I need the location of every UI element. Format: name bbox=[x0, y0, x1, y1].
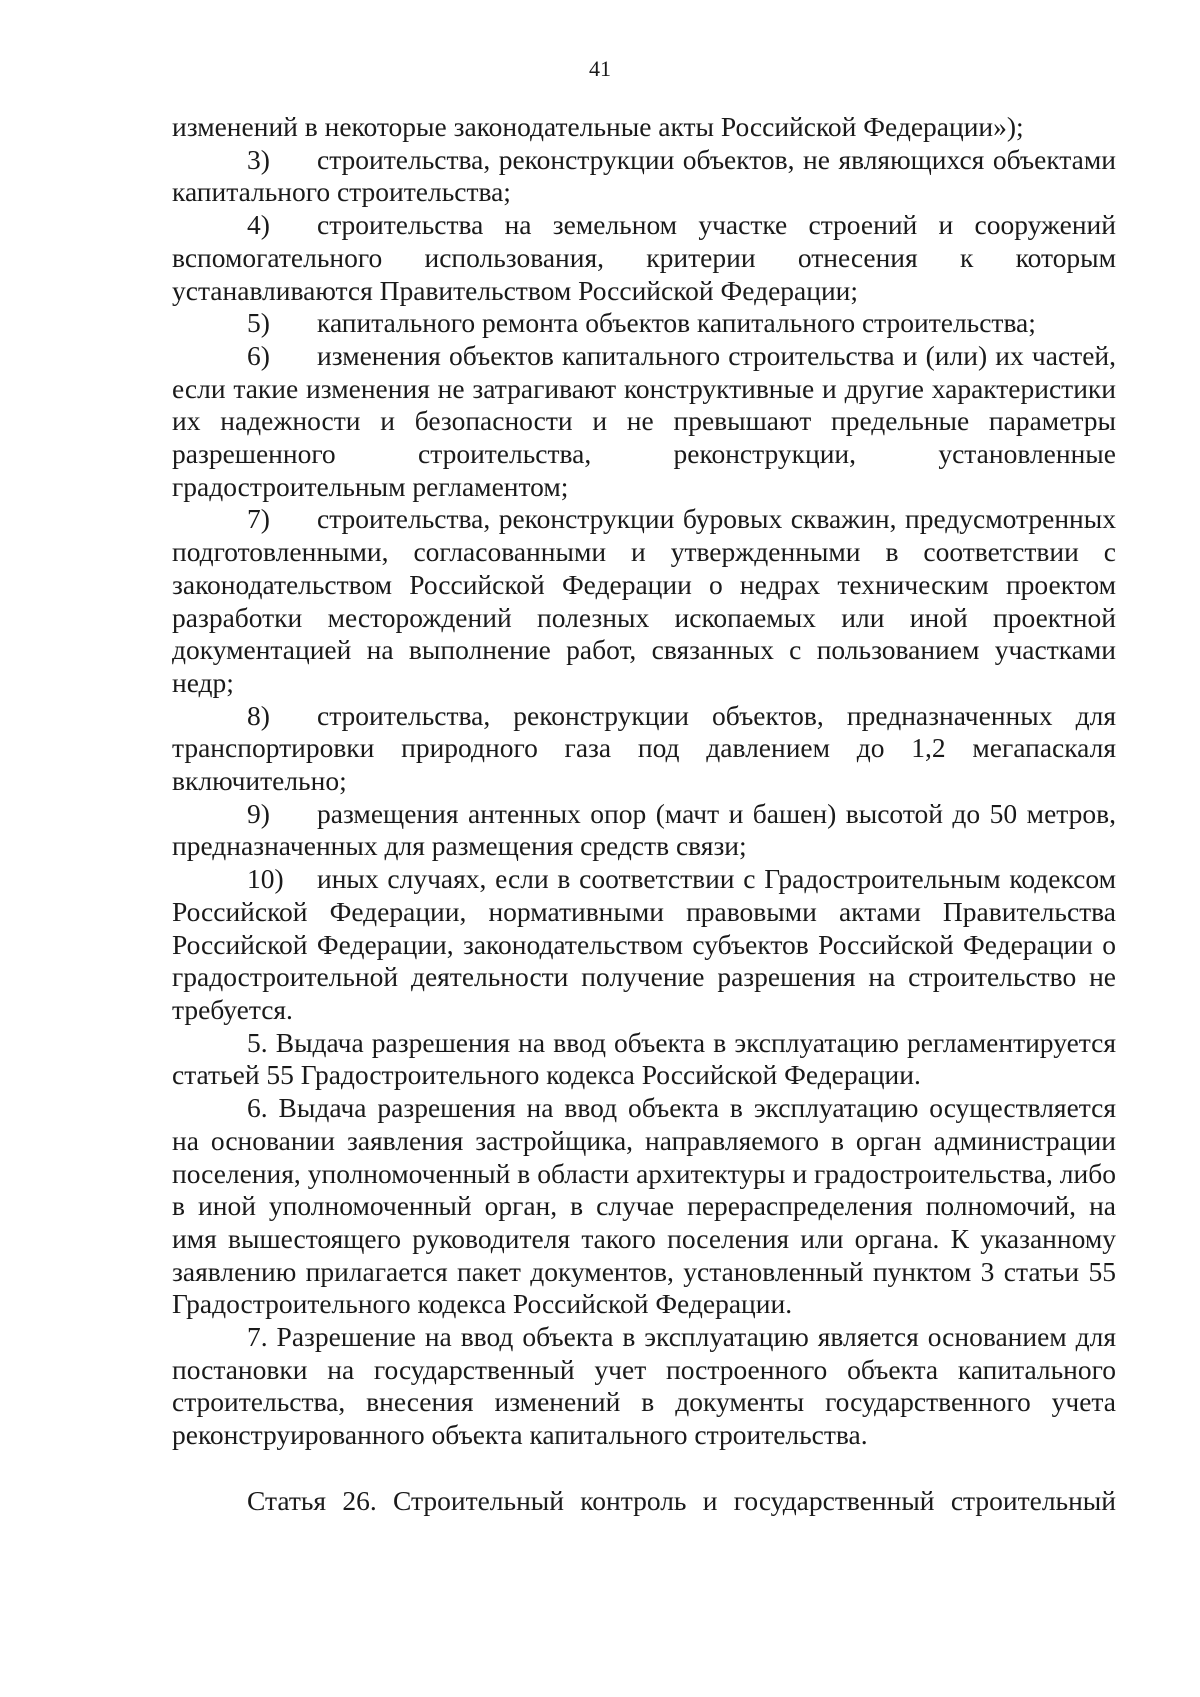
list-item-text: изменения объектов капитального строительства и (или) их частей, если такие изменения не затрагивают конструктивные и другие характеристики их надежности и безопасности и не превышают предельные параметры разрешенного строительства, реконструкции, установленные градостроительным регламентом; bbox=[172, 339, 1116, 502]
paragraph-7: 7. Разрешение на ввод объекта в эксплуатацию является основанием для постановки на государственный учет построенного объекта капитального строительства, внесения изменений в документы государственного учета реконструированного объекта капитального строительства. bbox=[172, 1321, 1116, 1451]
list-item bbox=[172, 144, 1116, 209]
paragraph-6: 6. Выдача разрешения на ввод объекта в эксплуатацию осуществляется на основании заявления застройщика, направляемого в орган администрации поселения, уполномоченный в области архитектуры и градостроительства, либо в иной уполномоченный орган, в случае перераспределения полномочий, на имя вышестоящего руководителя такого поселения или органа. К указанному заявлению прилагается пакет документов, установленный пунктом 3 статьи 55 Градостроительного кодекса Российской Федерации. bbox=[172, 1092, 1116, 1320]
list-item-text: строительства, реконструкции буровых скважин, предусмотренных подготовленными, согласованными и утвержденными в соответствии с законодательством Российской Федерации о недрах техническим проектом разработки месторождений полезных ископаемых или иной проектной документацией на выполнение работ, связанных с пользованием участками недр; bbox=[172, 503, 1116, 698]
list-item-text: иных случаях, если в соответствии с Градостроительным кодексом Российской Федерации, нормативными правовыми актами Правительства Российской Федерации, законодательством субъектов Российской Федерации о градостроительной деятельности получение разрешения на строительство не требуется. bbox=[172, 863, 1116, 1025]
paragraph-5: 5. Выдача разрешения на ввод объекта в эксплуатацию регламентируется статьей 55 Градостроительного кодекса Российской Федерации. bbox=[172, 1026, 1116, 1091]
list-item bbox=[172, 340, 1116, 504]
list-item bbox=[172, 209, 1116, 307]
list-item-text: строительства, реконструкции объектов, не являющихся объектами капитального строительства; bbox=[172, 143, 1116, 208]
page-number: 41 bbox=[589, 56, 611, 81]
list-item-number: 4) bbox=[247, 209, 270, 241]
document-body bbox=[172, 111, 1116, 1518]
list-item-number: 9) bbox=[247, 797, 270, 829]
list-item bbox=[172, 863, 1116, 1027]
list-item-number: 8) bbox=[247, 699, 270, 731]
list-item bbox=[172, 503, 1116, 699]
list-item-text: строительства на земельном участке строений и сооружений вспомогательного использования, критерии отнесения к которым устанавливаются Правительством Российской Федерации; bbox=[172, 209, 1116, 306]
list-item-number: 7) bbox=[247, 503, 270, 535]
list-item bbox=[172, 307, 1116, 340]
list-item-number: 6) bbox=[247, 339, 270, 371]
list-item bbox=[172, 798, 1116, 863]
article-heading: Статья 26. Строительный контроль и государственный строительный bbox=[247, 1484, 1116, 1516]
list-item bbox=[172, 700, 1116, 798]
list-item-text: капитального ремонта объектов капитального строительства; bbox=[317, 307, 1036, 339]
lead-line: изменений в некоторые законодательные акты Российской Федерации»); bbox=[172, 111, 1024, 142]
list-item-text: строительства, реконструкции объектов, предназначенных для транспортировки природного газа под давлением до 1,2 мегапаскаля включительно; bbox=[172, 699, 1116, 797]
list-item-number: 5) bbox=[247, 307, 270, 339]
list-item-number: 10) bbox=[247, 863, 284, 895]
list-item-number: 3) bbox=[247, 143, 270, 175]
list-item-text: размещения антенных опор (мачт и башен) высотой до 50 метров, предназначенных для размещения средств связи; bbox=[172, 797, 1116, 862]
